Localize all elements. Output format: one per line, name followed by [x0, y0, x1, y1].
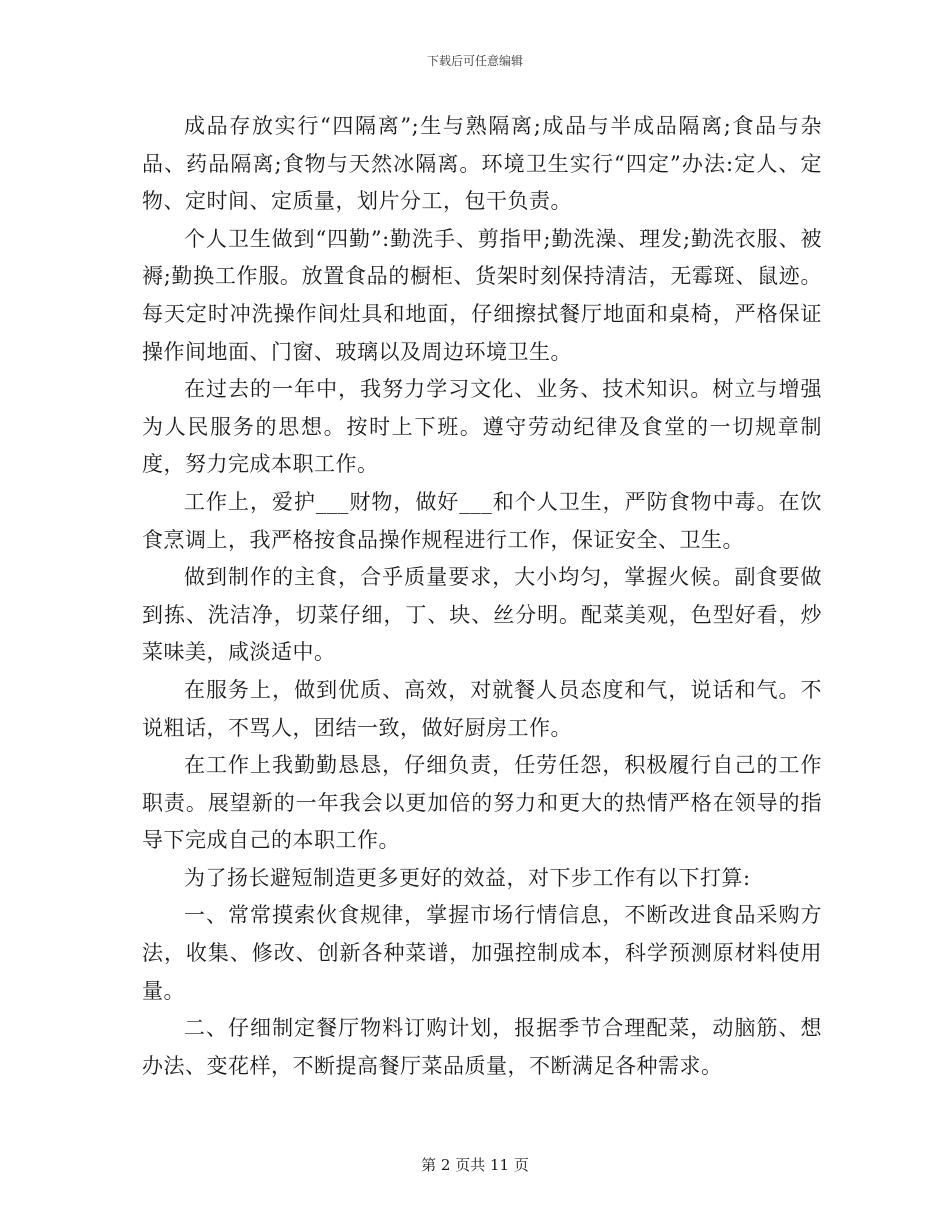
document-body	[142, 108, 822, 1085]
paragraph-7: 在工作上我勤勤恳恳，仔细负责，任劳任怨，积极履行自己的工作职责。展望新的一年我会以更加倍的努力和更大的热情严格在领导的指导下完成自己的本职工作。	[142, 753, 822, 853]
paragraph-3: 在过去的一年中，我努力学习文化、业务、技术知识。树立与增强为人民服务的思想。按时上下班。遵守劳动纪律及食堂的一切规章制度，努力完成本职工作。	[142, 377, 822, 477]
page-number: 第 2 页共 11 页	[421, 1156, 529, 1174]
paragraph-2: 个人卫生做到“四勤”:勤洗手、剪指甲;勤洗澡、理发;勤洗衣服、被褥;勤换工作服。放置食品的橱柜、货架时刻保持清洁，无霉斑、鼠迹。每天定时冲洗操作间灶具和地面，仔细擦拭餐厅地面和桌椅，严格保证操作间地面、门窗、玻璃以及周边环境卫生。	[142, 226, 822, 364]
paragraph-4: 工作上，爱护___财物，做好___和个人卫生，严防食物中毒。在饮食烹调上，我严格按食品操作规程进行工作，保证安全、卫生。	[142, 489, 822, 552]
paragraph-6: 在服务上，做到优质、高效，对就餐人员态度和气，说话和气。不说粗话，不骂人，团结一致，做好厨房工作。	[142, 677, 822, 740]
paragraph-1: 成品存放实行“四隔离”;生与熟隔离;成品与半成品隔离;食品与杂品、药品隔离;食物与天然冰隔离。环境卫生实行“四定”办法:定人、定物、定时间、定质量，划片分工，包干负责。	[142, 114, 822, 214]
page-header-note: 下载后可任意编辑	[426, 54, 523, 68]
paragraph-9: 一、常常摸索伙食规律，掌握市场行情信息，不断改进食品采购方法，收集、修改、创新各种菜谱，加强控制成本，科学预测原材料使用量。	[142, 903, 822, 1003]
paragraph-8: 为了扬长避短制造更多更好的效益，对下步工作有以下打算:	[184, 865, 751, 890]
paragraph-10: 二、仔细制定餐厅物料订购计划，报据季节合理配菜，动脑筋、想办法、变花样，不断提高餐厅菜品质量，不断满足各种需求。	[142, 1016, 822, 1078]
paragraph-5: 做到制作的主食，合乎质量要求，大小均匀，掌握火候。副食要做到拣、洗洁净，切菜仔细，丁、块、丝分明。配菜美观，色型好看，炒菜味美，咸淡适中。	[142, 565, 822, 665]
